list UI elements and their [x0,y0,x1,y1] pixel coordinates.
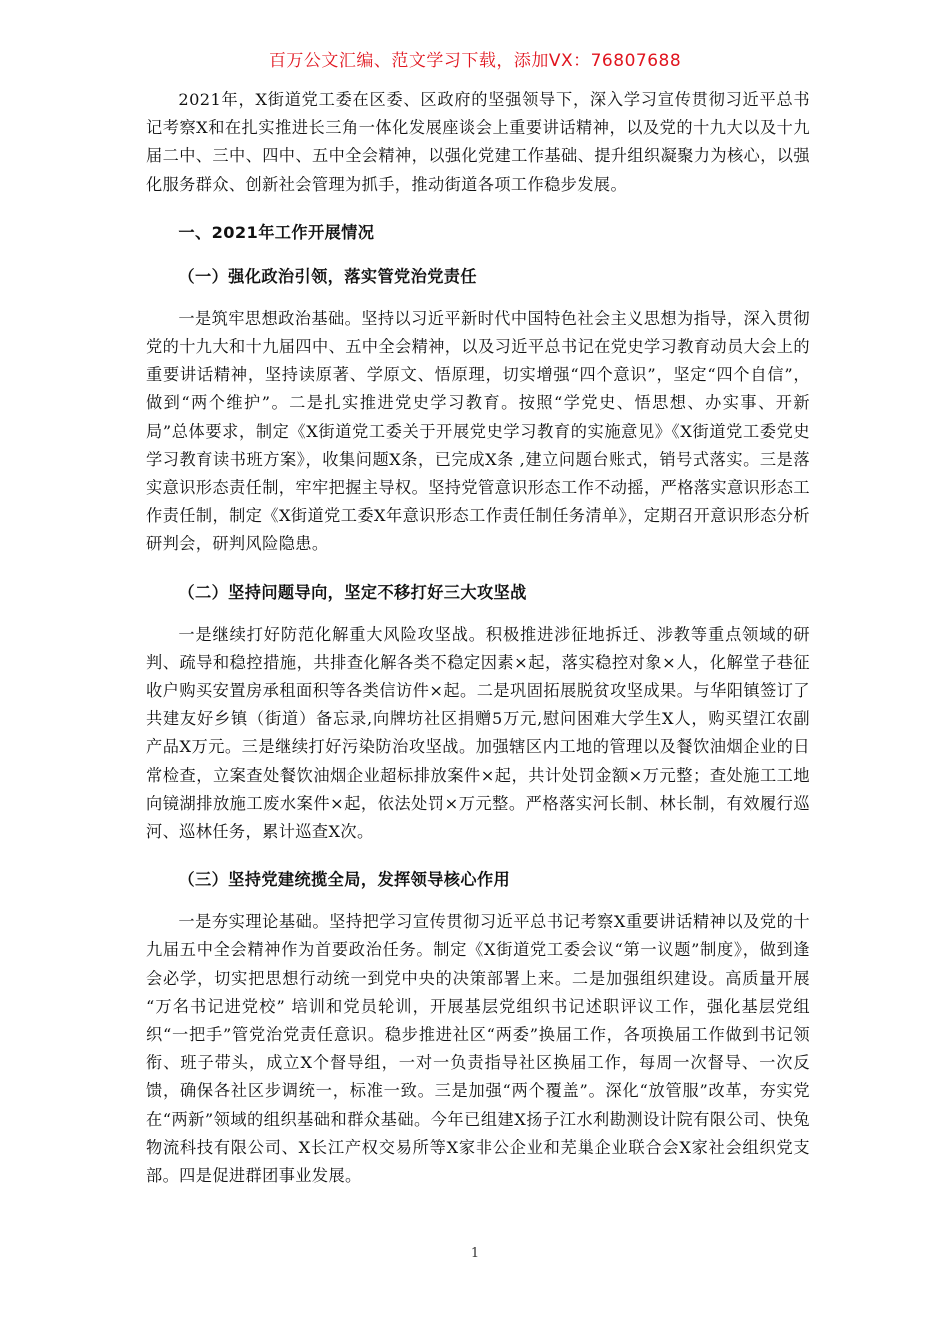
subsection-body-2: 一是继续打好防范化解重大风险攻坚战。积极推进涉征地拆迁、涉教等重点领域的研判、疏导和稳控措施，共排查化解各类不稳定因素×起，落实稳控对象×人，化解堂子巷征收户购买安置房承租面积等各类信访件×起。二是巩固拓展脱贫攻坚成果。与华阳镇签订了共建友好乡镇（街道）备忘录,向牌坊社区捐赠5万元,慰问困难大学生X人，购买望江农副产品X万元。三是继续打好污染防治攻坚战。加强辖区内工地的管理以及餐饮油烟企业的日常检查，立案查处餐饮油烟企业超标排放案件×起，共计处罚金额×万元整；查处施工工地向镜湖排放施工废水案件×起，依法处罚×万元整。严格落实河长制、林长制，有效履行巡河、巡林任务，累计巡查X次。 [146,624,810,842]
intro-paragraph: 2021年，X街道党工委在区委、区政府的坚强领导下，深入学习宣传贯彻习近平总书记考察X和在扎实推进长三角一体化发展座谈会上重要讲话精神，以及党的十九大以及十九届二中、三中、四中、五中全会精神，以强化党建工作基础、提升组织凝聚力为核心，以强化服务群众、创新社会管理为抓手，推动街道各项工作稳步发展。 [146,90,810,194]
section-heading: 一、2021年工作开展情况 [178,222,375,242]
subsection-body-3: 一是夯实理论基础。坚持把学习宣传贯彻习近平总书记考察X重要讲话精神以及党的十九届五中全会精神作为首要政治任务。制定《X街道党工委会议“第一议题”制度》，做到逢会必学，切实把思想行动统一到党中央的决策部署上来。二是加强组织建设。高质量开展 “万名书记进党校” 培训和党员轮训，开展基层党组织书记述职评议工作，强化基层党组织“一把手”管党治党责任意识。稳步推进社区“两委”换届工作，各项换届工作做到书记领衔、班子带头，成立X个督导组，一对一负责指导社区换届工作，每周一次督导、一次反馈，确保各社区步调统一，标准一致。三是加强“两个覆盖”。深化“放管服”改革，夯实党在“两新”领域的组织基础和群众基础。今年已组建X扬子江水利勘测设计院有限公司、快兔物流科技有限公司、X长江产权交易所等X家非公企业和芜巢企业联合会X家社会组织党支部。四是促进群团事业发展。 [146,912,810,1186]
subsection-heading-1: （一）强化政治引领，落实管党治党责任 [178,266,477,286]
subsection-heading-3: （三）坚持党建统揽全局，发挥领导核心作用 [178,870,511,890]
subsection-body-1: 一是筑牢思想政治基础。坚持以习近平新时代中国特色社会主义思想为指导，深入贯彻党的十九大和十九届四中、五中全会精神，以及习近平总书记在党史学习教育动员大会上的重要讲话精神，坚持读原著、学原文、悟原理，切实增强“四个意识”，坚定“四个自信”，做到“两个维护”。二是扎实推进党史学习教育。按照“学党史、悟思想、办实事、开新局”总体要求，制定《X街道党工委关于开展党史学习教育的实施意见》《X街道党工委党史学习教育读书班方案》，收集问题X条，已完成X条 ,建立问题台账式，销号式落实。三是落实意识形态责任制，牢牢把握主导权。坚持党管意识形态工作不动摇，严格落实意识形态工作责任制，制定《X街道党工委X年意识形态工作责任制任务清单》，定期召开意识形态分析研判会，研判风险隐患。 [146,308,810,554]
subsection-heading-2: （二）坚持问题导向，坚定不移打好三大攻坚战 [178,582,527,602]
document-body [146,86,810,1210]
download-banner: 百万公文汇编、范文学习下载，添加VX：76807688 [268,51,682,71]
page-number: 1 [470,1246,480,1261]
